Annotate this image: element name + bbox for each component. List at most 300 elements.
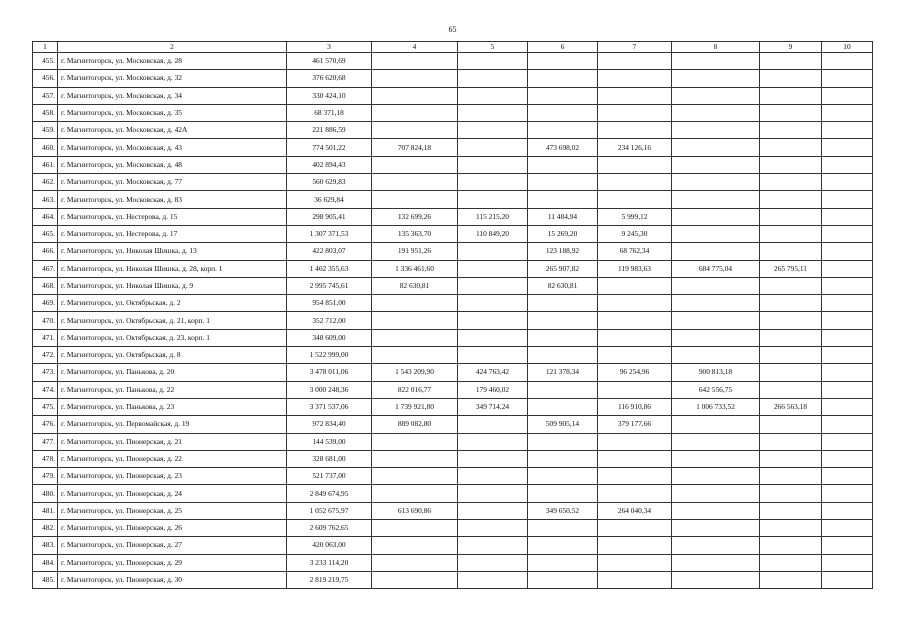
- amount-cell-col-9: [760, 312, 822, 329]
- amount-cell-col-3: 330 424,10: [287, 87, 372, 104]
- amount-cell-col-3: 420 063,00: [287, 537, 372, 554]
- amount-cell-col-7: [598, 191, 672, 208]
- amount-cell-col-3: 352 712,00: [287, 312, 372, 329]
- amount-cell-col-9: [760, 468, 822, 485]
- amount-cell-col-7: [598, 312, 672, 329]
- table-row: [33, 485, 873, 502]
- amount-cell-col-6: [528, 433, 598, 450]
- amount-cell-col-8: [672, 104, 760, 121]
- amount-cell-col-9: [760, 139, 822, 156]
- amount-cell-col-3: 2 849 674,95: [287, 485, 372, 502]
- row-number-cell: 460.: [33, 139, 58, 156]
- row-number-cell: 455.: [33, 53, 58, 70]
- amount-cell-col-3: 402 894,43: [287, 156, 372, 173]
- table-row: [33, 139, 873, 156]
- amount-cell-col-8: [672, 277, 760, 294]
- amount-cell-col-7: [598, 53, 672, 70]
- amount-cell-col-5: [458, 87, 528, 104]
- address-cell: г. Магнитогорск, ул. Пионерская, д. 26: [58, 520, 287, 537]
- amount-cell-col-4: [372, 347, 458, 364]
- address-cell: г. Магнитогорск, ул. Николая Шишка, д. 13: [58, 243, 287, 260]
- amount-cell-col-3: 422 803,07: [287, 243, 372, 260]
- amount-cell-col-6: 121 378,34: [528, 364, 598, 381]
- table-row: [33, 347, 873, 364]
- amount-cell-col-7: 9 245,30: [598, 225, 672, 242]
- amount-cell-col-5: [458, 191, 528, 208]
- table-row: [33, 468, 873, 485]
- address-cell: г. Магнитогорск, ул. Московская, д. 77: [58, 174, 287, 191]
- amount-cell-col-8: [672, 416, 760, 433]
- amount-cell-col-4: 82 630,81: [372, 277, 458, 294]
- amount-cell-col-4: [372, 537, 458, 554]
- amount-cell-col-7: [598, 571, 672, 588]
- table-header-row: [33, 42, 873, 53]
- amount-cell-col-3: 461 570,69: [287, 53, 372, 70]
- address-cell: г. Магнитогорск, ул. Нестерова, д. 15: [58, 208, 287, 225]
- amount-cell-col-4: [372, 312, 458, 329]
- data-table: [32, 41, 873, 589]
- amount-cell-col-3: 1 052 675,97: [287, 502, 372, 519]
- table-row: [33, 277, 873, 294]
- address-cell: г. Магнитогорск, ул. Панькова, д. 20: [58, 364, 287, 381]
- column-header-6: 6: [528, 42, 598, 53]
- address-cell: г. Магнитогорск, ул. Октябрьская, д. 8: [58, 347, 287, 364]
- amount-cell-col-8: [672, 208, 760, 225]
- amount-cell-col-8: [672, 329, 760, 346]
- amount-cell-col-10: [822, 156, 873, 173]
- table-row: [33, 433, 873, 450]
- address-cell: г. Магнитогорск, ул. Николая Шишка, д. 9: [58, 277, 287, 294]
- address-cell: г. Магнитогорск, ул. Панькова, д. 22: [58, 381, 287, 398]
- row-number-cell: 480.: [33, 485, 58, 502]
- row-number-cell: 476.: [33, 416, 58, 433]
- table-row: [33, 571, 873, 588]
- amount-cell-col-4: [372, 433, 458, 450]
- address-cell: г. Магнитогорск, ул. Первомайская, д. 19: [58, 416, 287, 433]
- amount-cell-col-3: 2 995 745,61: [287, 277, 372, 294]
- amount-cell-col-10: [822, 53, 873, 70]
- row-number-cell: 469.: [33, 295, 58, 312]
- address-cell: г. Магнитогорск, ул. Московская, д. 48: [58, 156, 287, 173]
- table-row: [33, 122, 873, 139]
- amount-cell-col-9: [760, 122, 822, 139]
- amount-cell-col-10: [822, 398, 873, 415]
- amount-cell-col-7: [598, 468, 672, 485]
- amount-cell-col-3: 328 681,00: [287, 450, 372, 467]
- table-row: [33, 70, 873, 87]
- table-row: [33, 312, 873, 329]
- table-row: [33, 174, 873, 191]
- amount-cell-col-7: 96 254,96: [598, 364, 672, 381]
- amount-cell-col-7: [598, 450, 672, 467]
- amount-cell-col-8: [672, 87, 760, 104]
- column-header-3: 3: [287, 42, 372, 53]
- amount-cell-col-4: [372, 485, 458, 502]
- table-row: [33, 398, 873, 415]
- amount-cell-col-8: [672, 295, 760, 312]
- amount-cell-col-4: [372, 450, 458, 467]
- row-number-cell: 477.: [33, 433, 58, 450]
- amount-cell-col-8: 900 813,18: [672, 364, 760, 381]
- amount-cell-col-5: [458, 70, 528, 87]
- amount-cell-col-5: 110 849,20: [458, 225, 528, 242]
- amount-cell-col-5: [458, 468, 528, 485]
- amount-cell-col-9: [760, 537, 822, 554]
- amount-cell-col-9: [760, 104, 822, 121]
- row-number-cell: 464.: [33, 208, 58, 225]
- amount-cell-col-9: [760, 571, 822, 588]
- amount-cell-col-10: [822, 295, 873, 312]
- amount-cell-col-9: [760, 208, 822, 225]
- amount-cell-col-3: 221 886,59: [287, 122, 372, 139]
- amount-cell-col-6: 509 905,14: [528, 416, 598, 433]
- table-row: [33, 450, 873, 467]
- amount-cell-col-5: [458, 277, 528, 294]
- amount-cell-col-7: [598, 70, 672, 87]
- amount-cell-col-7: 379 177,66: [598, 416, 672, 433]
- amount-cell-col-3: 3 000 248,36: [287, 381, 372, 398]
- column-header-5: 5: [458, 42, 528, 53]
- amount-cell-col-9: [760, 554, 822, 571]
- amount-cell-col-5: [458, 502, 528, 519]
- amount-cell-col-8: [672, 156, 760, 173]
- amount-cell-col-8: [672, 312, 760, 329]
- amount-cell-col-7: 68 762,34: [598, 243, 672, 260]
- amount-cell-col-4: [372, 295, 458, 312]
- amount-cell-col-7: [598, 277, 672, 294]
- amount-cell-col-9: [760, 347, 822, 364]
- amount-cell-col-3: 298 905,41: [287, 208, 372, 225]
- amount-cell-col-5: [458, 156, 528, 173]
- amount-cell-col-6: [528, 295, 598, 312]
- amount-cell-col-10: [822, 502, 873, 519]
- amount-cell-col-9: [760, 70, 822, 87]
- amount-cell-col-9: [760, 485, 822, 502]
- amount-cell-col-4: [372, 520, 458, 537]
- amount-cell-col-10: [822, 364, 873, 381]
- amount-cell-col-9: [760, 433, 822, 450]
- row-number-cell: 485.: [33, 571, 58, 588]
- amount-cell-col-4: [372, 156, 458, 173]
- table-row: [33, 191, 873, 208]
- address-cell: г. Магнитогорск, ул. Октябрьская, д. 23, корп. 1: [58, 329, 287, 346]
- amount-cell-col-5: [458, 260, 528, 277]
- amount-cell-col-4: [372, 174, 458, 191]
- amount-cell-col-8: [672, 537, 760, 554]
- amount-cell-col-3: 2 609 762,65: [287, 520, 372, 537]
- address-cell: г. Магнитогорск, ул. Московская, д. 42А: [58, 122, 287, 139]
- table-row: [33, 295, 873, 312]
- amount-cell-col-3: 774 501,22: [287, 139, 372, 156]
- amount-cell-col-9: 266 563,18: [760, 398, 822, 415]
- row-number-cell: 456.: [33, 70, 58, 87]
- amount-cell-col-10: [822, 225, 873, 242]
- row-number-cell: 466.: [33, 243, 58, 260]
- column-header-4: 4: [372, 42, 458, 53]
- amount-cell-col-9: [760, 156, 822, 173]
- amount-cell-col-3: 144 539,00: [287, 433, 372, 450]
- address-cell: г. Магнитогорск, ул. Московская, д. 28: [58, 53, 287, 70]
- amount-cell-col-6: [528, 398, 598, 415]
- amount-cell-col-6: [528, 468, 598, 485]
- amount-cell-col-4: 707 824,18: [372, 139, 458, 156]
- address-cell: г. Магнитогорск, ул. Московская, д. 32: [58, 70, 287, 87]
- amount-cell-col-6: [528, 53, 598, 70]
- amount-cell-col-4: 613 690,86: [372, 502, 458, 519]
- amount-cell-col-6: [528, 156, 598, 173]
- amount-cell-col-4: [372, 468, 458, 485]
- amount-cell-col-10: [822, 277, 873, 294]
- amount-cell-col-7: [598, 433, 672, 450]
- address-cell: г. Магнитогорск, ул. Пионерская, д. 27: [58, 537, 287, 554]
- amount-cell-col-5: 115 215,20: [458, 208, 528, 225]
- amount-cell-col-3: 1 307 371,53: [287, 225, 372, 242]
- amount-cell-col-6: [528, 571, 598, 588]
- amount-cell-col-7: 234 126,16: [598, 139, 672, 156]
- table-row: [33, 416, 873, 433]
- table-row: [33, 502, 873, 519]
- amount-cell-col-8: [672, 225, 760, 242]
- amount-cell-col-8: [672, 485, 760, 502]
- amount-cell-col-8: [672, 347, 760, 364]
- amount-cell-col-10: [822, 347, 873, 364]
- amount-cell-col-10: [822, 139, 873, 156]
- amount-cell-col-9: [760, 243, 822, 260]
- amount-cell-col-4: 1 336 461,60: [372, 260, 458, 277]
- column-header-10: 10: [822, 42, 873, 53]
- amount-cell-col-5: [458, 433, 528, 450]
- address-cell: г. Магнитогорск, ул. Николая Шишка, д. 28, корп. 1: [58, 260, 287, 277]
- amount-cell-col-6: [528, 104, 598, 121]
- row-number-cell: 470.: [33, 312, 58, 329]
- amount-cell-col-10: [822, 122, 873, 139]
- amount-cell-col-4: [372, 329, 458, 346]
- amount-cell-col-3: 1 522 999,00: [287, 347, 372, 364]
- amount-cell-col-5: 424 763,42: [458, 364, 528, 381]
- amount-cell-col-3: 954 851,00: [287, 295, 372, 312]
- amount-cell-col-5: [458, 312, 528, 329]
- column-header-8: 8: [672, 42, 760, 53]
- row-number-cell: 473.: [33, 364, 58, 381]
- amount-cell-col-10: [822, 243, 873, 260]
- amount-cell-col-10: [822, 450, 873, 467]
- amount-cell-col-9: [760, 53, 822, 70]
- amount-cell-col-3: 521 737,00: [287, 468, 372, 485]
- amount-cell-col-7: [598, 347, 672, 364]
- row-number-cell: 474.: [33, 381, 58, 398]
- amount-cell-col-6: 11 484,94: [528, 208, 598, 225]
- amount-cell-col-7: 116 910,86: [598, 398, 672, 415]
- row-number-cell: 475.: [33, 398, 58, 415]
- amount-cell-col-6: 82 630,81: [528, 277, 598, 294]
- address-cell: г. Магнитогорск, ул. Пионерская, д. 30: [58, 571, 287, 588]
- row-number-cell: 471.: [33, 329, 58, 346]
- row-number-cell: 483.: [33, 537, 58, 554]
- amount-cell-col-5: 349 714,24: [458, 398, 528, 415]
- amount-cell-col-5: 179 460,02: [458, 381, 528, 398]
- amount-cell-col-9: [760, 191, 822, 208]
- address-cell: г. Магнитогорск, ул. Пионерская, д. 23: [58, 468, 287, 485]
- table-row: [33, 87, 873, 104]
- address-cell: г. Магнитогорск, ул. Октябрьская, д. 21, корп. 1: [58, 312, 287, 329]
- amount-cell-col-8: [672, 122, 760, 139]
- amount-cell-col-3: 348 609,00: [287, 329, 372, 346]
- amount-cell-col-7: [598, 295, 672, 312]
- table-row: [33, 156, 873, 173]
- amount-cell-col-4: [372, 554, 458, 571]
- row-number-cell: 459.: [33, 122, 58, 139]
- amount-cell-col-5: [458, 537, 528, 554]
- table-row: [33, 243, 873, 260]
- amount-cell-col-7: [598, 329, 672, 346]
- amount-cell-col-8: [672, 554, 760, 571]
- amount-cell-col-6: [528, 485, 598, 502]
- address-cell: г. Магнитогорск, ул. Московская, д. 83: [58, 191, 287, 208]
- row-number-cell: 461.: [33, 156, 58, 173]
- address-cell: г. Магнитогорск, ул. Московская, д. 34: [58, 87, 287, 104]
- amount-cell-col-6: [528, 347, 598, 364]
- amount-cell-col-3: 972 834,40: [287, 416, 372, 433]
- amount-cell-col-4: 1 543 209,90: [372, 364, 458, 381]
- amount-cell-col-9: [760, 364, 822, 381]
- amount-cell-col-9: [760, 450, 822, 467]
- amount-cell-col-3: 3 371 537,06: [287, 398, 372, 415]
- table-row: [33, 329, 873, 346]
- amount-cell-col-4: 889 082,80: [372, 416, 458, 433]
- amount-cell-col-8: 642 556,75: [672, 381, 760, 398]
- amount-cell-col-10: [822, 381, 873, 398]
- amount-cell-col-10: [822, 104, 873, 121]
- table-row: [33, 554, 873, 571]
- amount-cell-col-9: [760, 87, 822, 104]
- address-cell: г. Магнитогорск, ул. Панькова, д. 23: [58, 398, 287, 415]
- amount-cell-col-7: [598, 485, 672, 502]
- amount-cell-col-6: [528, 381, 598, 398]
- amount-cell-col-10: [822, 468, 873, 485]
- address-cell: г. Магнитогорск, ул. Московская, д. 43: [58, 139, 287, 156]
- amount-cell-col-10: [822, 87, 873, 104]
- amount-cell-col-5: [458, 571, 528, 588]
- amount-cell-col-9: [760, 225, 822, 242]
- amount-cell-col-10: [822, 329, 873, 346]
- table-row: [33, 53, 873, 70]
- amount-cell-col-9: [760, 295, 822, 312]
- amount-cell-col-4: [372, 70, 458, 87]
- amount-cell-col-5: [458, 53, 528, 70]
- amount-cell-col-6: [528, 520, 598, 537]
- row-number-cell: 465.: [33, 225, 58, 242]
- row-number-cell: 484.: [33, 554, 58, 571]
- amount-cell-col-6: [528, 191, 598, 208]
- row-number-cell: 482.: [33, 520, 58, 537]
- amount-cell-col-7: [598, 87, 672, 104]
- amount-cell-col-5: [458, 520, 528, 537]
- amount-cell-col-3: 1 462 355,63: [287, 260, 372, 277]
- amount-cell-col-5: [458, 329, 528, 346]
- address-cell: г. Магнитогорск, ул. Пионерская, д. 24: [58, 485, 287, 502]
- address-cell: г. Магнитогорск, ул. Пионерская, д. 29: [58, 554, 287, 571]
- amount-cell-col-3: 68 371,18: [287, 104, 372, 121]
- amount-cell-col-6: [528, 554, 598, 571]
- amount-cell-col-9: [760, 381, 822, 398]
- amount-cell-col-6: [528, 450, 598, 467]
- amount-cell-col-3: 36 629,84: [287, 191, 372, 208]
- amount-cell-col-8: [672, 70, 760, 87]
- amount-cell-col-10: [822, 208, 873, 225]
- table-row: [33, 364, 873, 381]
- amount-cell-col-7: [598, 381, 672, 398]
- amount-cell-col-8: [672, 502, 760, 519]
- row-number-cell: 458.: [33, 104, 58, 121]
- table-row: [33, 260, 873, 277]
- amount-cell-col-5: [458, 243, 528, 260]
- amount-cell-col-5: [458, 295, 528, 312]
- amount-cell-col-7: 5 999,12: [598, 208, 672, 225]
- amount-cell-col-4: 1 739 921,80: [372, 398, 458, 415]
- table-row: [33, 537, 873, 554]
- address-cell: г. Магнитогорск, ул. Нестерова, д. 17: [58, 225, 287, 242]
- amount-cell-col-7: 119 983,63: [598, 260, 672, 277]
- amount-cell-col-5: [458, 122, 528, 139]
- amount-cell-col-8: [672, 139, 760, 156]
- table-row: [33, 225, 873, 242]
- amount-cell-col-10: [822, 433, 873, 450]
- page-number: 65: [448, 25, 457, 34]
- table-row: [33, 104, 873, 121]
- column-header-9: 9: [760, 42, 822, 53]
- amount-cell-col-4: 135 363,70: [372, 225, 458, 242]
- row-number-cell: 467.: [33, 260, 58, 277]
- amount-cell-col-8: 1 006 733,52: [672, 398, 760, 415]
- amount-cell-col-3: 376 620,68: [287, 70, 372, 87]
- amount-cell-col-4: [372, 122, 458, 139]
- column-header-1: 1: [33, 42, 58, 53]
- amount-cell-col-3: 3 233 114,20: [287, 554, 372, 571]
- amount-cell-col-5: [458, 104, 528, 121]
- amount-cell-col-4: [372, 571, 458, 588]
- amount-cell-col-7: [598, 104, 672, 121]
- row-number-cell: 462.: [33, 174, 58, 191]
- column-header-7: 7: [598, 42, 672, 53]
- amount-cell-col-8: [672, 174, 760, 191]
- amount-cell-col-3: 2 819 219,75: [287, 571, 372, 588]
- amount-cell-col-6: 473 698,02: [528, 139, 598, 156]
- amount-cell-col-10: [822, 571, 873, 588]
- amount-cell-col-4: [372, 53, 458, 70]
- amount-cell-col-4: 822 016,77: [372, 381, 458, 398]
- amount-cell-col-10: [822, 260, 873, 277]
- column-header-2: 2: [58, 42, 287, 53]
- address-cell: г. Магнитогорск, ул. Пионерская, д. 25: [58, 502, 287, 519]
- table-body: [33, 53, 873, 589]
- amount-cell-col-6: [528, 122, 598, 139]
- amount-cell-col-4: [372, 104, 458, 121]
- amount-cell-col-4: [372, 191, 458, 208]
- amount-cell-col-7: [598, 122, 672, 139]
- amount-cell-col-6: [528, 312, 598, 329]
- amount-cell-col-6: 123 188,92: [528, 243, 598, 260]
- amount-cell-col-7: [598, 156, 672, 173]
- amount-cell-col-9: [760, 520, 822, 537]
- amount-cell-col-3: 3 478 011,06: [287, 364, 372, 381]
- amount-cell-col-10: [822, 554, 873, 571]
- amount-cell-col-6: [528, 174, 598, 191]
- amount-cell-col-7: [598, 520, 672, 537]
- amount-cell-col-7: [598, 174, 672, 191]
- amount-cell-col-8: [672, 53, 760, 70]
- amount-cell-col-8: 684 775,04: [672, 260, 760, 277]
- row-number-cell: 479.: [33, 468, 58, 485]
